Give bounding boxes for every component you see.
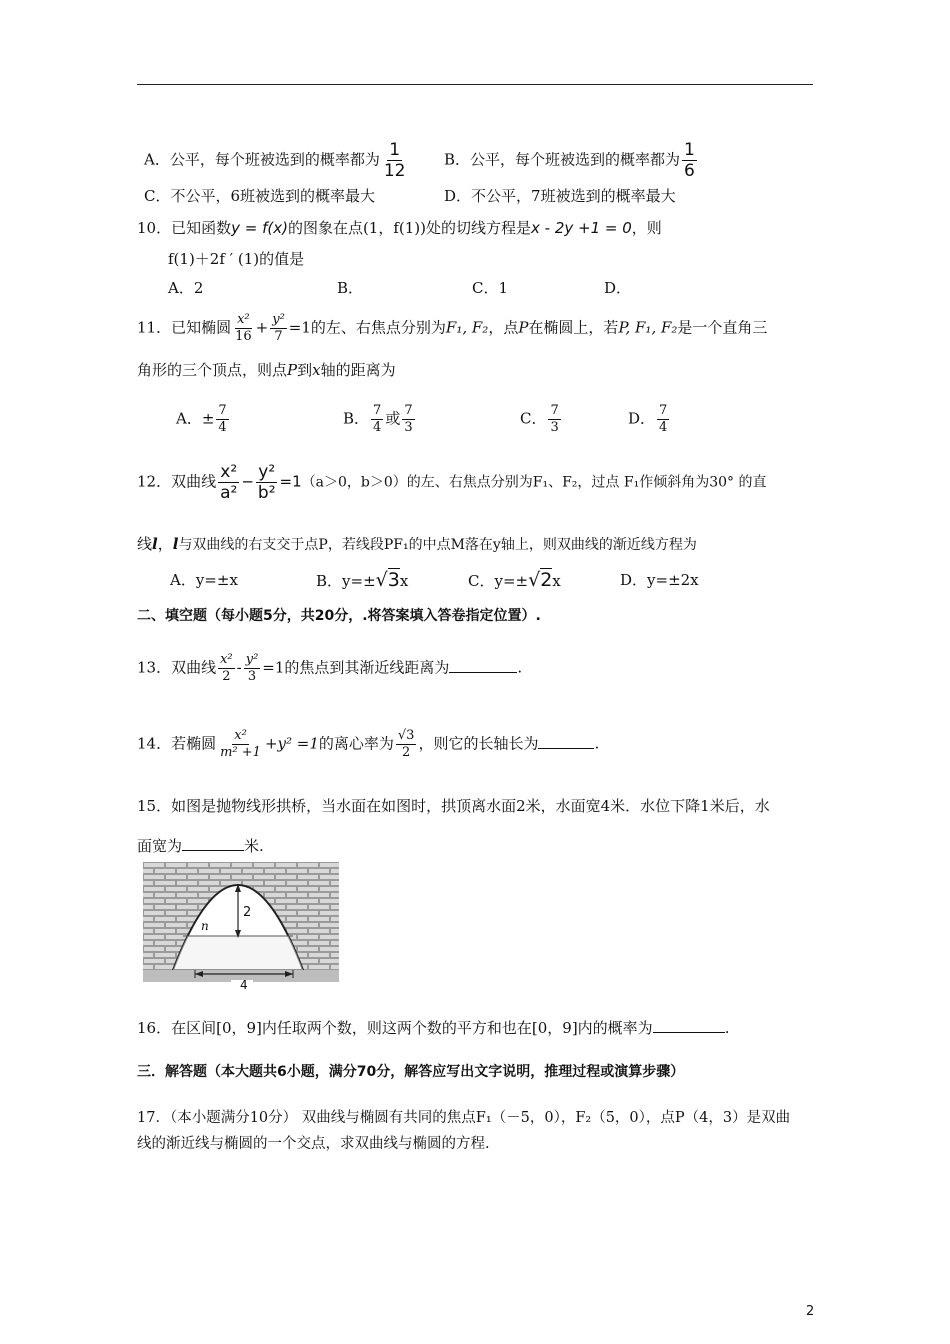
q9-option-a-text: A．公平，每个班被选到的概率都为 <box>144 150 380 169</box>
fraction-denominator: 4 <box>659 420 668 435</box>
fraction-numerator: 1 <box>389 140 401 160</box>
q10-stem-line2: f(1)＋2f ′ (1)的值是 <box>168 250 305 268</box>
fraction-denominator: 6 <box>684 161 695 181</box>
q11-point-p: P <box>518 318 529 337</box>
comma: ， <box>157 535 173 553</box>
fraction-numerator: 7 <box>373 403 382 418</box>
fraction-denominator: 12 <box>383 161 406 181</box>
q17-stem-line1: 17．（本小题满分10分） 双曲线与椭圆有共同的焦点F₁（－5，0），F₂（5，0），点P（4，3）是双曲 <box>137 1110 791 1126</box>
q13-suffix: 的焦点到其渐近线距离为 <box>284 658 450 677</box>
q10-stem-line1 <box>137 218 662 238</box>
minus-sign: − <box>241 472 254 491</box>
q9-option-d: D．不公平，7班被选到的概率最大 <box>444 187 676 205</box>
q15-line2-suffix: 米. <box>244 837 264 855</box>
q11-fraction-y <box>270 312 287 345</box>
fraction-numerator: 7 <box>218 403 227 418</box>
q11-points: P, F₁, F₂ <box>618 318 678 337</box>
q14-stem <box>137 728 599 761</box>
arch-bridge-figure <box>143 862 339 990</box>
q11-suffix: 是一个直角三 <box>677 318 768 337</box>
q10-option-c: C．1 <box>472 279 509 297</box>
q14-equation-tail: +y² =1 <box>264 734 319 753</box>
plus-minus-sign: ± <box>201 409 215 428</box>
q11-middle-3: 在椭圆上，若 <box>528 318 619 337</box>
q13-fraction-x <box>218 652 235 685</box>
q11-prefix: 11．已知椭圆 <box>137 318 232 337</box>
option-suffix: x <box>552 572 561 590</box>
equals-one: =1 <box>288 318 311 337</box>
q13-stem <box>137 652 522 685</box>
q11-stem-line2 <box>137 360 396 380</box>
q13-prefix: 13．双曲线 <box>137 658 217 677</box>
q14-eccentricity-fraction <box>396 728 417 761</box>
fraction-numerator: y² <box>258 462 276 482</box>
height-label: 2 <box>243 905 252 920</box>
q15-stem-line1: 15．如图是抛物线形拱桥，当水面在如图时，拱顶离水面2米，水面宽4米．水位下降1米后，水 <box>137 797 770 815</box>
option-prefix: B．y=± <box>316 572 376 590</box>
radicand: 3 <box>387 569 400 591</box>
q12-line-l: l <box>172 535 179 553</box>
q16-stem <box>137 1016 729 1038</box>
period: . <box>724 1019 730 1037</box>
fraction-denominator: 16 <box>235 329 252 344</box>
q11-line2-x: x <box>312 361 321 379</box>
q10-middle: 的图象在点(1，f(1))处的切线方程是 <box>287 219 531 237</box>
q12-option-a: A．y=±x <box>170 571 238 589</box>
q11-middle-2: ，点 <box>488 318 519 337</box>
header-rule <box>137 84 813 85</box>
q11-option-a-fraction <box>216 403 228 436</box>
q12-option-b <box>316 570 408 591</box>
fraction-denominator: 3 <box>404 420 413 435</box>
q10-option-a: A．2 <box>168 279 204 297</box>
fraction-numerator: 7 <box>404 403 413 418</box>
q11-line2-p: P <box>287 361 298 379</box>
sqrt-icon: √ <box>528 569 541 591</box>
q11-stem-line1 <box>137 312 767 345</box>
n-label: n <box>201 919 209 933</box>
fraction-denominator: 3 <box>550 420 559 435</box>
option-suffix: x <box>399 572 409 590</box>
q17-stem-line2: 线的渐近线与椭圆的一个交点，求双曲线与椭圆的方程. <box>137 1136 490 1152</box>
q11-option-d-fraction <box>657 403 669 436</box>
equals-one: =1 <box>279 472 302 491</box>
fraction-numerator: 7 <box>659 403 668 418</box>
q15-line2-prefix: 面宽为 <box>137 837 183 855</box>
q11-option-a <box>176 403 231 436</box>
q10-prefix: 10．已知函数 <box>137 219 232 237</box>
option-label: B． <box>343 409 370 428</box>
q12-stem-line2 <box>137 534 697 555</box>
q9-option-a <box>144 140 409 181</box>
q14-prefix: 14．若椭圆 <box>137 734 217 753</box>
q15-answer-blank[interactable] <box>182 834 244 851</box>
q11-line2-suffix: 轴的距离为 <box>320 361 396 379</box>
or-word: 或 <box>385 409 401 428</box>
fraction-numerator: x² <box>220 652 233 667</box>
q12-stem-line1 <box>137 462 766 503</box>
sqrt-icon: √ <box>375 569 388 591</box>
q16-answer-blank[interactable] <box>653 1016 725 1033</box>
radicand: 2 <box>540 569 553 591</box>
fraction-numerator: x² <box>237 312 250 327</box>
q12-line-l: l <box>152 535 158 553</box>
fraction-numerator: y² <box>272 312 285 327</box>
q15-stem-line2 <box>137 834 264 856</box>
width-label: 4 <box>240 978 248 990</box>
q10-tangent-equation: x - 2y +1 = 0 <box>531 219 632 237</box>
q11-option-d <box>628 403 671 436</box>
q11-option-b <box>343 403 417 436</box>
q11-option-b-fraction-2 <box>402 403 414 436</box>
fraction-denominator: 4 <box>218 420 227 435</box>
q11-option-c-fraction <box>548 403 560 436</box>
q13-answer-blank[interactable] <box>449 656 517 673</box>
fraction-numerator: x² <box>220 462 238 482</box>
q10-function: y = f(x) <box>231 219 288 237</box>
q9-option-b <box>444 140 699 181</box>
option-label: A． <box>176 409 202 428</box>
option-label: D． <box>628 409 656 428</box>
section-2-heading: 二、填空题（每小题5分，共20分，.将答案填入答卷指定位置）. <box>137 608 541 624</box>
q12-suffix: （a＞0，b＞0）的左、右焦点分别为F₁、F₂，过点 F₁作倾斜角为30° 的直 <box>301 474 767 491</box>
fraction-denominator: m² +1 <box>220 745 261 760</box>
q9-option-a-fraction <box>382 140 408 181</box>
q13-fraction-y <box>244 652 261 685</box>
fraction-denominator: a² <box>220 483 238 503</box>
minus-sign: - <box>236 658 242 677</box>
option-prefix: C．y=± <box>468 572 529 590</box>
fraction-denominator: 2 <box>402 745 411 760</box>
q12-fraction-y <box>256 462 278 503</box>
q11-option-c <box>520 403 563 436</box>
q11-foci: F₁, F₂ <box>445 318 489 337</box>
q11-middle: 的左、右焦点分别为 <box>310 318 446 337</box>
q14-suffix: ，则它的长轴长为 <box>418 734 539 753</box>
q9-option-c: C．不公平，6班被选到的概率最大 <box>144 187 376 205</box>
fraction-denominator: b² <box>257 483 276 503</box>
q12-option-d: D．y=±2x <box>620 571 699 589</box>
q12-option-c <box>468 570 561 591</box>
q10-option-d: D． <box>604 279 632 297</box>
q12-line2-rest: 与双曲线的右支交于点P，若线段PF₁的中点M落在y轴上，则双曲线的渐近线方程为 <box>178 537 697 553</box>
q11-fraction-x <box>233 312 254 345</box>
page-number: 2 <box>806 1304 815 1319</box>
q9-option-b-text: B．公平，每个班被选到的概率都为 <box>444 150 681 169</box>
q16-text: 16．在区间[0，9]内任取两个数，则这两个数的平方和也在[0，9]内的概率为 <box>137 1019 653 1037</box>
q11-option-b-fraction-1 <box>371 403 383 436</box>
fraction-numerator: √3 <box>397 728 415 743</box>
plus-sign: + <box>255 318 269 337</box>
fraction-numerator: x² <box>234 728 247 743</box>
fraction-denominator: 2 <box>222 669 231 684</box>
fraction-denominator: 4 <box>373 420 382 435</box>
option-label: C． <box>520 409 547 428</box>
q11-line2-middle: 到 <box>297 361 313 379</box>
fraction-numerator: 7 <box>550 403 559 418</box>
fraction-denominator: 7 <box>274 329 283 344</box>
q10-suffix: ，则 <box>631 219 662 237</box>
q14-middle: 的离心率为 <box>318 734 394 753</box>
q12-prefix: 12．双曲线 <box>137 472 217 491</box>
q11-line2-text: 角形的三个顶点，则点 <box>137 361 288 379</box>
q10-option-b: B． <box>337 279 364 297</box>
q14-fraction-x <box>218 728 263 761</box>
period: . <box>517 658 523 677</box>
equals-one: =1 <box>262 658 285 677</box>
q12-line2-start: 线 <box>137 535 153 553</box>
period: . <box>594 734 600 753</box>
section-3-heading: 三．解答题（本大题共6小题，满分70分，解答应写出文字说明，推理过程或演算步骤） <box>137 1064 685 1080</box>
q9-option-b-fraction <box>682 140 697 181</box>
q14-answer-blank[interactable] <box>538 732 594 749</box>
q12-fraction-x <box>218 462 239 503</box>
fraction-numerator: y² <box>245 652 259 667</box>
fraction-numerator: 1 <box>684 140 695 160</box>
fraction-denominator: 3 <box>247 669 257 684</box>
